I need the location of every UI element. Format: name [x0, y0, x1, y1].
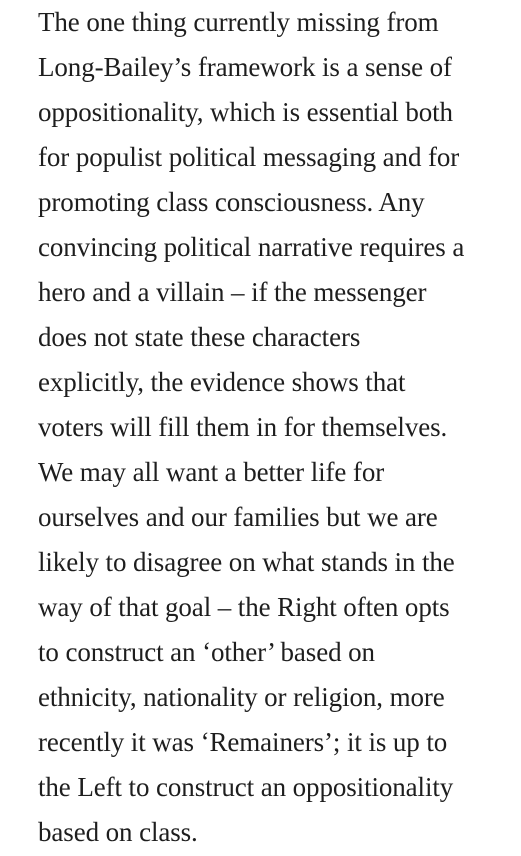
paragraph-line: does not state these characters	[38, 322, 361, 352]
paragraph-line: The one thing currently missing from	[38, 7, 439, 37]
paragraph-line: ethnicity, nationality or religion, more	[38, 682, 445, 712]
paragraph-line: voters will fill them in for themselves.	[38, 412, 448, 442]
paragraph-line: recently it was ‘Remainers’; it is up to	[38, 727, 448, 757]
paragraph-line: way of that goal – the Right often opts	[38, 592, 450, 622]
paragraph-line: hero and a villain – if the messenger	[38, 277, 427, 307]
paragraph-line: promoting class consciousness. Any	[38, 187, 425, 217]
paragraph-line: We may all want a better life for	[38, 457, 385, 487]
paragraph-line: convincing political narrative requires a	[38, 232, 465, 262]
paragraph-line: based on class.	[38, 817, 198, 847]
paragraph-line: likely to disagree on what stands in the	[38, 547, 455, 577]
paragraph-line: oppositionality, which is essential both	[38, 97, 453, 127]
article-paragraph	[38, 0, 516, 855]
paragraph-line: explicitly, the evidence shows that	[38, 367, 406, 397]
paragraph-line: Long-Bailey’s framework is a sense of	[38, 52, 452, 82]
paragraph-line: for populist political messaging and for	[38, 142, 460, 172]
paragraph-line: to construct an ‘other’ based on	[38, 637, 375, 667]
paragraph-line: ourselves and our families but we are	[38, 502, 438, 532]
paragraph-line: the Left to construct an oppositionality	[38, 772, 454, 802]
